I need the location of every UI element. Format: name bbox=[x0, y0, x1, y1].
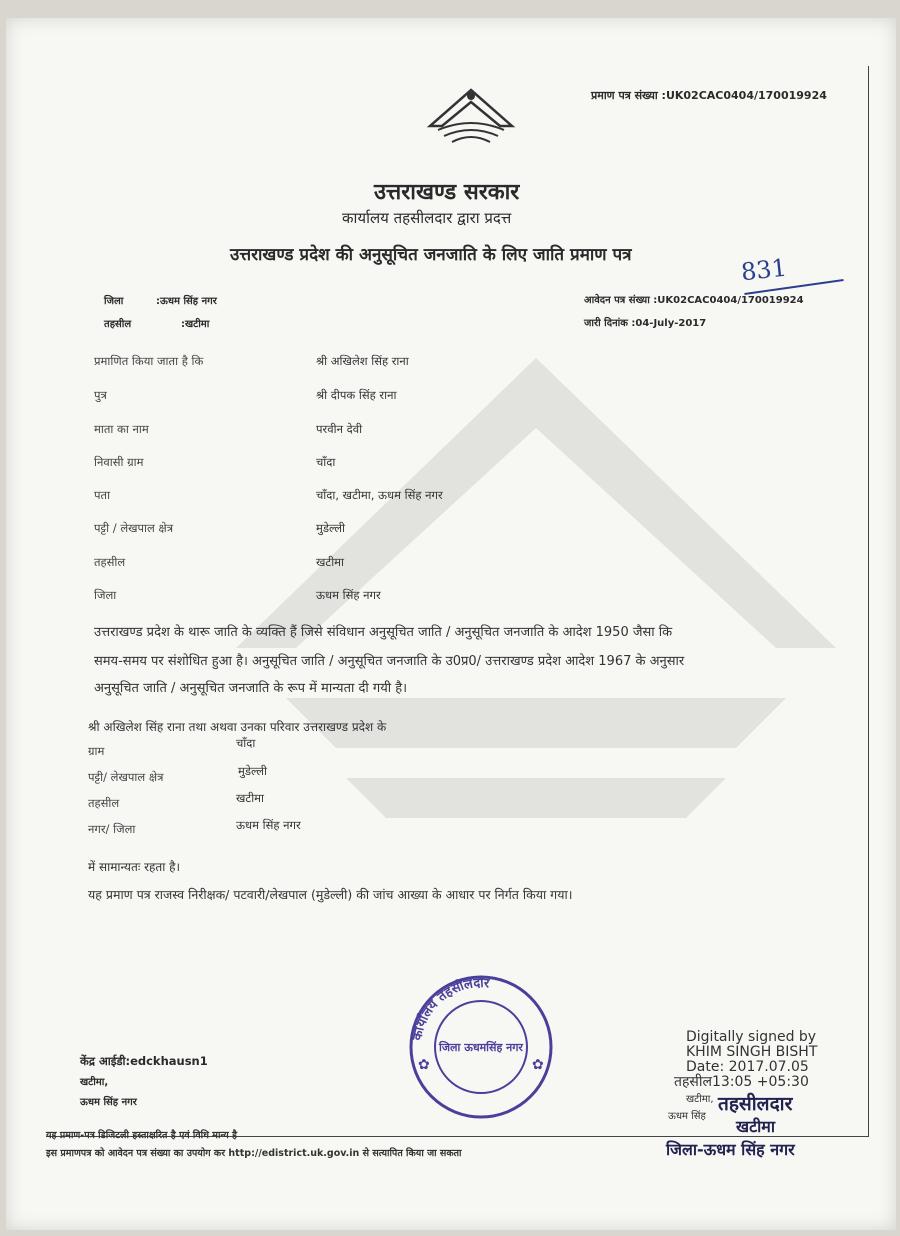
svg-text:✿: ✿ bbox=[418, 1057, 430, 1073]
residence-value: ऊधम सिंह नगर bbox=[236, 818, 301, 832]
seal-district: जिला-ऊधम सिंह नगर bbox=[666, 1140, 795, 1159]
field-label: जिला bbox=[94, 588, 117, 602]
certificate-title: उत्तराखण्ड प्रदेश की अनुसूचित जनजाति के लिए जाति प्रमाण पत्र bbox=[230, 245, 632, 265]
field-label: पुत्र bbox=[94, 388, 107, 402]
field-value: चाँदा, खटीमा, ऊधम सिंह नगर bbox=[316, 488, 443, 502]
field-value: श्री दीपक सिंह राना bbox=[316, 388, 397, 402]
center-id: केंद्र आईडी:edckhausn1 bbox=[80, 1054, 208, 1068]
district-label: जिला bbox=[104, 296, 124, 307]
signature-time: तहसील13:05 +05:30 bbox=[674, 1074, 809, 1090]
residence-value: चाँदा bbox=[236, 736, 256, 750]
field-label: तहसील bbox=[94, 555, 126, 569]
seal-designation: तहसीलदार bbox=[718, 1093, 793, 1115]
residence-outro: में सामान्यतः रहता है। bbox=[88, 860, 181, 874]
residence-label: नगर/ जिला bbox=[88, 822, 136, 836]
footer-verify-note: इस प्रमाणपत्र को आवेदन पत्र संख्या का उपयोग कर http://edistrict.uk.gov.in से सत्यापित किया जा सकता bbox=[46, 1148, 462, 1159]
government-title: उत्तराखण्ड सरकार bbox=[374, 180, 520, 205]
office-subtitle: कार्यालय तहसीलदार द्वारा प्रदत्त bbox=[342, 209, 512, 227]
field-label: पता bbox=[94, 488, 111, 502]
stamp-outer-text: कार्यालय तहसीलदार bbox=[410, 975, 490, 1042]
residence-value: मुडेल्ली bbox=[238, 764, 267, 778]
uttarakhand-emblem-icon bbox=[426, 86, 516, 148]
tehsil-label: तहसील bbox=[104, 319, 132, 330]
declaration-line: उत्तराखण्ड प्रदेश के थारू जाति के व्यक्ति हैं जिसे संविधान अनुसूचित जाति / अनुसूचित जनजाति के आदेश 1950 जैसा कि bbox=[94, 625, 673, 640]
declaration-line: समय-समय पर संशोधित हुआ है। अनुसूचित जाति / अनुसूचित जनजाति के उ0प्र0/ उत्तराखण्ड प्रदेश आदेश 1967 के अनुसार bbox=[94, 654, 685, 669]
field-label: निवासी ग्राम bbox=[94, 455, 144, 469]
certificate-number: प्रमाण पत्र संख्या :UK02CAC0404/170019924 bbox=[591, 89, 827, 102]
center-place: खटीमा, bbox=[80, 1077, 109, 1088]
residence-label: पट्टी/ लेखपाल क्षेत्र bbox=[88, 770, 164, 784]
svg-text:✿: ✿ bbox=[532, 1057, 544, 1073]
center-district: ऊधम सिंह नगर bbox=[80, 1097, 137, 1108]
office-stamp bbox=[396, 973, 566, 1121]
signer-name: KHIM SINGH BISHT bbox=[686, 1044, 818, 1060]
signature-district: ऊधम सिंह bbox=[668, 1111, 706, 1122]
verification-text: यह प्रमाण पत्र राजस्व निरीक्षक/ पटवारी/लेखपाल (मुडेल्ली) की जांच आख्या के आधार पर निर्गत किया गया। bbox=[88, 887, 573, 902]
field-value: ऊधम सिंह नगर bbox=[316, 588, 381, 602]
svg-text:कार्यालय तहसीलदार bbox=[410, 976, 491, 1043]
field-value: श्री अखिलेश सिंह राना bbox=[316, 354, 409, 368]
declaration-line: अनुसूचित जाति / अनुसूचित जनजाति के रूप में मान्यता दी गयी है। bbox=[94, 681, 408, 696]
certificate-paper bbox=[6, 18, 896, 1230]
field-label: माता का नाम bbox=[94, 422, 149, 436]
application-number: आवेदन पत्र संख्या :UK02CAC0404/170019924 bbox=[584, 295, 804, 306]
field-value: मुडेल्ली bbox=[316, 521, 345, 535]
field-value: परवीन देवी bbox=[316, 422, 363, 436]
district-value: :ऊधम सिंह नगर bbox=[156, 296, 217, 307]
footer-note: यह प्रमाण-पत्र डिजिटली हस्ताक्षरित है एवं विधि मान्य है bbox=[46, 1130, 238, 1141]
residence-label: ग्राम bbox=[88, 744, 105, 758]
signature-place: खटीमा, bbox=[686, 1094, 714, 1105]
field-value: खटीमा bbox=[316, 555, 345, 569]
seal-place: खटीमा bbox=[736, 1117, 776, 1136]
residence-intro: श्री अखिलेश सिंह राना तथा अथवा उनका परिवार उत्तराखण्ड प्रदेश के bbox=[88, 720, 387, 734]
field-label: प्रमाणित किया जाता है कि bbox=[94, 354, 204, 368]
signature-line: Digitally signed by bbox=[686, 1029, 817, 1045]
field-label: पट्टी / लेखपाल क्षेत्र bbox=[94, 521, 174, 535]
stamp-inner-text: जिला ऊधमसिंह नगर bbox=[439, 1041, 523, 1054]
issue-date: जारी दिनांक :04-July-2017 bbox=[584, 318, 707, 329]
field-value: चाँदा bbox=[316, 455, 336, 469]
signature-date: Date: 2017.07.05 bbox=[686, 1059, 809, 1075]
handwritten-number: 831 bbox=[739, 253, 789, 287]
tehsil-value: :खटीमा bbox=[181, 319, 210, 330]
residence-value: खटीमा bbox=[236, 791, 265, 805]
watermark-emblem bbox=[216, 318, 856, 878]
residence-label: तहसील bbox=[88, 796, 120, 810]
